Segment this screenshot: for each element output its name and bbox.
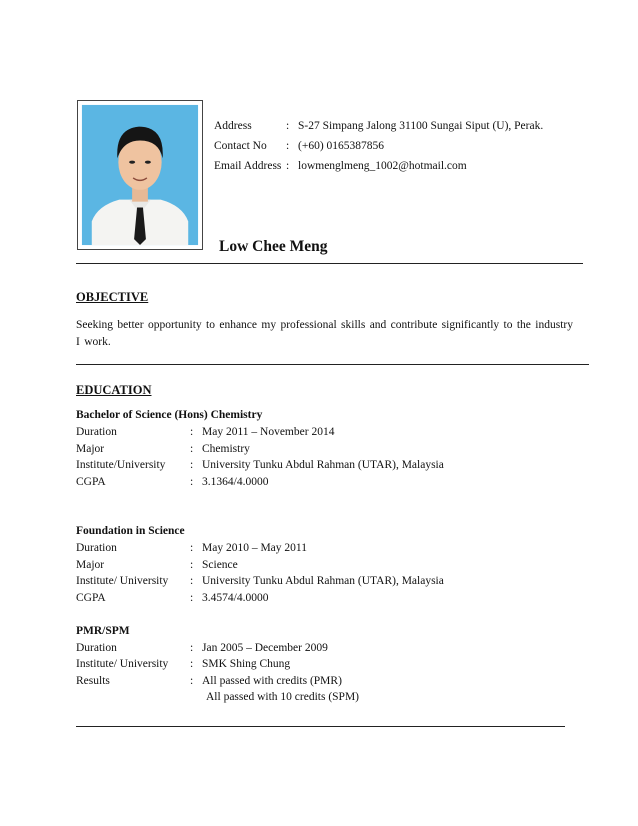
foundation-row: [76, 575, 444, 587]
row-label: Results: [76, 675, 110, 687]
school-row: [76, 658, 290, 670]
foundation-title: Foundation in Science: [76, 525, 185, 537]
divider: [76, 263, 583, 264]
row-separator: :: [190, 592, 194, 604]
row-label: Duration: [76, 642, 117, 654]
degree-row: [76, 426, 334, 438]
email-label: Email Address: [214, 160, 282, 172]
row-label: CGPA: [76, 592, 106, 604]
row-separator: :: [190, 642, 194, 654]
row-value: May 2011 – November 2014: [202, 426, 335, 438]
row-value: Science: [202, 559, 238, 571]
row-label: Institute/University: [76, 459, 166, 471]
row-separator: :: [190, 542, 194, 554]
foundation-row: [76, 542, 307, 554]
row-label: CGPA: [76, 476, 106, 488]
row-separator: :: [190, 443, 194, 455]
divider: [76, 726, 565, 727]
row-value: University Tunku Abdul Rahman (UTAR), Malaysia: [202, 459, 444, 471]
candidate-name: Low Chee Meng: [219, 238, 328, 255]
school-row: [76, 642, 328, 654]
address-separator: :: [286, 120, 290, 132]
row-separator: :: [190, 675, 194, 687]
row-value: All passed with credits (PMR): [202, 675, 342, 687]
row-label: Duration: [76, 542, 117, 554]
address-label: Address: [214, 120, 252, 132]
row-value: 3.4574/4.0000: [202, 592, 269, 604]
email-separator: :: [286, 160, 290, 172]
school-results-line2: All passed with 10 credits (SPM): [206, 691, 360, 703]
school-row: [76, 675, 342, 687]
row-label: Institute/ University: [76, 575, 169, 587]
objective-text: Seeking better opportunity to enhance my professional skills and contribute significantly to the industry I work.: [76, 319, 573, 348]
row-label: Duration: [76, 426, 117, 438]
row-separator: :: [190, 575, 194, 587]
foundation-row: [76, 559, 238, 571]
education-heading: EDUCATION: [76, 383, 152, 397]
row-value: 3.1364/4.0000: [202, 476, 269, 488]
email-value: lowmenglmeng_1002@hotmail.com: [298, 160, 467, 172]
row-separator: :: [190, 476, 194, 488]
row-value: Chemistry: [202, 443, 250, 455]
row-separator: :: [190, 658, 194, 670]
school-title: PMR/SPM: [76, 625, 130, 637]
row-separator: :: [190, 559, 194, 571]
row-value: Jan 2005 – December 2009: [202, 642, 328, 654]
row-value: SMK Shing Chung: [202, 658, 291, 670]
contact-number-row: [214, 140, 384, 152]
objective-heading: OBJECTIVE: [76, 290, 149, 304]
row-value: May 2010 – May 2011: [202, 542, 307, 554]
address-value: S-27 Simpang Jalong 31100 Sungai Siput (U), Perak.: [298, 120, 544, 132]
row-value: University Tunku Abdul Rahman (UTAR), Malaysia: [202, 575, 444, 587]
row-label: Institute/ University: [76, 658, 169, 670]
row-separator: :: [190, 459, 194, 471]
foundation-row: [76, 592, 268, 604]
email-row: [214, 160, 467, 172]
profile-photo: [77, 100, 203, 250]
degree-row: [76, 476, 268, 488]
divider: [76, 364, 589, 365]
address-row: [214, 120, 543, 132]
contact-value: (+60) 0165387856: [298, 140, 385, 152]
degree-row: [76, 459, 444, 471]
row-label: Major: [76, 443, 105, 455]
degree-title: Bachelor of Science (Hons) Chemistry: [76, 409, 263, 421]
degree-row: [76, 443, 250, 455]
contact-separator: :: [286, 140, 290, 152]
contact-label: Contact No: [214, 140, 267, 152]
row-label: Major: [76, 559, 105, 571]
row-separator: :: [190, 426, 194, 438]
